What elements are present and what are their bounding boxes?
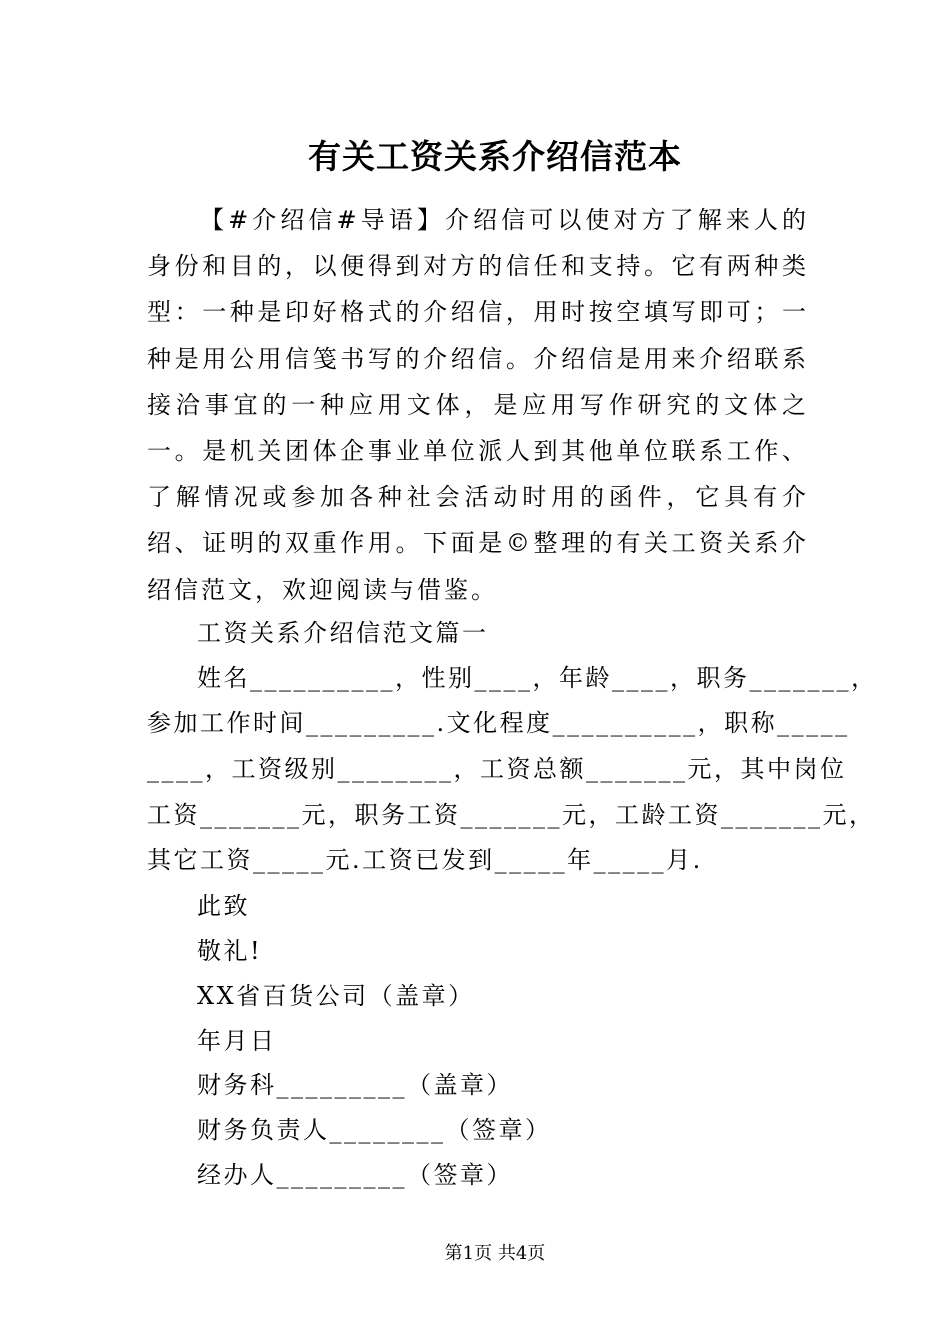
form-line-1: 姓名__________，性别____，年龄____，职务_______，: [197, 664, 878, 692]
page-title: 有关工资关系介绍信范本: [308, 137, 682, 176]
closing-salute: 敬礼!: [197, 937, 263, 965]
form-line-3: ____，工资级别________，工资总额_______元，其中岗位: [147, 755, 847, 783]
section-heading: 工资关系介绍信范文篇一: [197, 619, 489, 647]
intro-paragraph: 【#介绍信#导语】介绍信可以使对方了解来人的身份和目的，以便得到对方的信任和支持。它有两种类型：一种是印好格式的介绍信，用时按空填写即可；一种是用公用信笺书写的介绍信。介绍信是用来介绍联系接洽事宜的一种应用文体，是应用写作研究的文体之一。是机关团体企事业单位派人到其他单位联系工作、了解情况或参加各种社会活动时用的函件，它具有介绍、证明的双重作用。下面是©整理的有关工资关系介绍信范文，欢迎阅读与借鉴。: [147, 206, 809, 604]
company-stamp-line: XX省百货公司（盖章）: [197, 982, 475, 1010]
date-line: 年月日: [197, 1027, 277, 1055]
finance-dept-line: 财务科_________（盖章）: [197, 1071, 513, 1099]
form-line-4: 工资_______元，职务工资_______元，工龄工资_______元，: [147, 801, 876, 829]
closing-greeting: 此致: [197, 892, 250, 920]
page-footer: 第1页 共4页: [444, 1243, 546, 1264]
finance-head-line: 财务负责人________（签章）: [197, 1116, 552, 1144]
form-line-2: 参加工作时间_________.文化程度__________，职称_____: [147, 709, 850, 737]
form-line-5: 其它工资_____元.工资已发到_____年_____月.: [147, 846, 703, 874]
handler-line: 经办人_________（签章）: [197, 1161, 513, 1189]
